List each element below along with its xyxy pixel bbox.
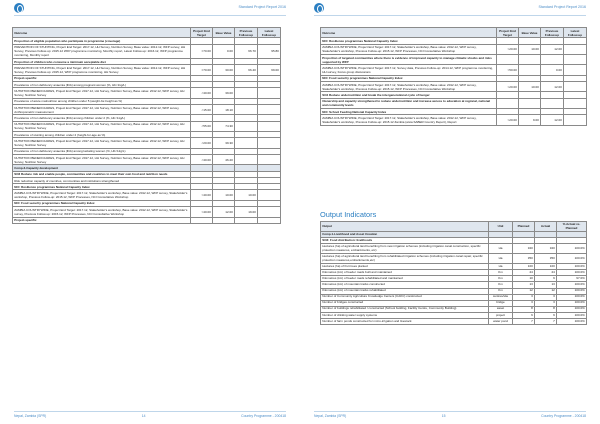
table-cell: Km bbox=[489, 282, 513, 288]
table-cell: 19.00 bbox=[235, 207, 258, 217]
table-cell bbox=[258, 121, 281, 131]
column-header: Outcome bbox=[321, 28, 497, 38]
row-label: Number of Community Agriculture Knowledge Centers (CAKC) constructed bbox=[321, 294, 489, 300]
table-cell bbox=[258, 138, 281, 148]
table-cell: 46.20 bbox=[213, 154, 235, 164]
table-row bbox=[321, 55, 587, 65]
row-label: Prevalence of stunting among children under 2 (height-for-age as %) bbox=[13, 132, 191, 138]
table-cell: 3 bbox=[513, 294, 535, 300]
table-cell bbox=[564, 115, 587, 125]
table-cell: 100.0% bbox=[557, 270, 587, 276]
table-cell bbox=[497, 98, 519, 108]
wfp-logo-icon bbox=[14, 3, 24, 13]
row-label: Project-specific bbox=[13, 217, 191, 223]
row-label: Comp.3-Capacity development bbox=[13, 165, 191, 171]
header-divider bbox=[14, 15, 286, 16]
table-cell: >50.00 bbox=[497, 65, 519, 75]
row-label: SO4 Reduce undernutrition and break the intergenerational cycle of hunger bbox=[321, 92, 497, 98]
column-header: Latest Follow-up bbox=[564, 28, 587, 38]
table-row bbox=[13, 105, 281, 115]
footer-divider bbox=[14, 411, 286, 412]
table-cell: water pond bbox=[489, 319, 513, 325]
table-cell: 8 bbox=[513, 306, 535, 312]
row-label: Number of buildings rehabilitated / constructed (School building, Facility Centre, Community Building) bbox=[321, 306, 489, 312]
row-label: NUTRITION BENEFICIARIES, Project End Target: 2017.12, HH Survey, Nutrition Survey, Base value: 2012.12, WFP survey, HH Survey, Nutrition Survey bbox=[13, 138, 191, 148]
table-cell: 12 bbox=[535, 288, 557, 294]
table-cell: 100.0% bbox=[557, 244, 587, 254]
wfp-logo-icon bbox=[314, 3, 324, 13]
outcome-table bbox=[320, 27, 587, 126]
table-header-row bbox=[13, 28, 281, 38]
row-label: Kilometres (km) of mountain tracks rehabilitated bbox=[321, 288, 489, 294]
table-cell: 24 bbox=[535, 270, 557, 276]
row-label: NUTRITION BENEFICIARIES, Project End Target: 2017.12, HH Survey, Nutrition Survey, Base value: 2012.12, WFP survey, HH Survey, Nutrition Survey bbox=[13, 88, 191, 98]
row-label: Number of bridges constructed bbox=[321, 300, 489, 306]
table-cell bbox=[564, 98, 587, 108]
table-cell: 39.00 bbox=[213, 88, 235, 98]
table-cell: 100.0% bbox=[557, 306, 587, 312]
table-cell: 0.00 bbox=[213, 44, 235, 58]
table-cell: 74.30 bbox=[213, 121, 235, 131]
table-cell bbox=[235, 217, 258, 223]
column-header: Unit bbox=[489, 222, 513, 232]
column-header: Previous Follow-up bbox=[541, 28, 564, 38]
footer-country: Nepal, Zambia (SPR) bbox=[14, 414, 47, 418]
table-cell: <40.00 bbox=[191, 154, 213, 164]
table-cell bbox=[258, 190, 281, 200]
row-label: ZAMBIA COUNTRYWIDE, Project End Target: 2017.12, Stakeholder's workshop, Base value: 2012.12, WFP survey, Stakeholder's survey, Previous Follow-up: 2015.12, WFP Processes, NCI Consultative Workshop bbox=[13, 207, 191, 217]
table-cell: 9.00 bbox=[519, 115, 541, 125]
table-cell: 7 bbox=[535, 319, 557, 325]
table-cell: 18.10 bbox=[213, 105, 235, 115]
outcome-table-left bbox=[12, 27, 280, 224]
table-cell: centres/site bbox=[489, 294, 513, 300]
table-row bbox=[321, 115, 587, 125]
row-label: Kilometres (km) of mountain tracks constructed bbox=[321, 282, 489, 288]
row-label: SO3: Food distribution: livelihoods bbox=[321, 238, 489, 244]
output-indicators-table bbox=[320, 221, 587, 325]
table-cell: 100.0% bbox=[557, 312, 587, 318]
table-cell bbox=[191, 217, 213, 223]
row-label: Prevalence of iron deficiency anaemia (IDA) among lactating women (%, Hb<12g/L) bbox=[13, 148, 191, 154]
table-row bbox=[13, 121, 281, 131]
table-cell: Ha bbox=[489, 254, 513, 264]
row-label: NCI: Food security programmes National Capacity Index bbox=[13, 200, 191, 206]
table-cell: 100.0% bbox=[557, 319, 587, 325]
row-label: Hectares (ha) of agricultural land benefiting from rehabilitated irrigation schemes (including irrigation canal repair, specific protection measures,embankments,etc) bbox=[321, 254, 489, 264]
table-cell: <15.00 bbox=[191, 105, 213, 115]
column-header: Project End Target bbox=[191, 28, 213, 38]
table-cell bbox=[497, 55, 519, 65]
row-label: ZAMBIA COUNTRYWIDE, Project End Target: 2017.12, Stakeholder's workshop, Base value: 2012.12, WFP survey, Stakeholder's workshop, Previous Follow-up: 2015.12, WFP Processes, NCI Consultative Workshop bbox=[13, 190, 191, 200]
table-cell bbox=[519, 98, 541, 108]
table-row bbox=[13, 217, 281, 223]
table-cell: >20.00 bbox=[497, 82, 519, 92]
row-label: Proportion of targeted communities where there is evidence of improved capacity to manage climatic shocks and risks supported by WFP bbox=[321, 55, 497, 65]
table-cell: bridge bbox=[489, 300, 513, 306]
column-header: Latest Follow-up bbox=[258, 28, 281, 38]
table-cell: <40.00 bbox=[191, 88, 213, 98]
table-cell: 0.00 bbox=[541, 65, 564, 75]
row-label: NCI: Food security programmes National Capacity Index bbox=[321, 75, 497, 81]
page-number: 15 bbox=[441, 414, 446, 418]
table-row bbox=[13, 44, 281, 58]
table-cell: 12 bbox=[513, 288, 535, 294]
row-label: Risk reduction capacity of countries, communities and institutions strengthened bbox=[13, 177, 191, 183]
column-header: % Actual vs. Planned bbox=[557, 222, 587, 232]
row-label: NUTRITION BENEFICIARIES, Project End Target: 2017.12, HH Survey, Nutrition Survey, Base value: 2012.12, WFP survey, HH Survey, Nutrition Survey bbox=[13, 154, 191, 164]
table-cell: 3 bbox=[535, 300, 557, 306]
section-title: Output Indicators bbox=[320, 210, 377, 219]
table-row bbox=[321, 244, 587, 254]
table-cell: 10.00 bbox=[519, 44, 541, 54]
table-cell: 100.0% bbox=[557, 282, 587, 288]
table-header-row bbox=[321, 222, 587, 232]
table-cell: Km bbox=[489, 276, 513, 282]
table-cell: 95.80 bbox=[258, 44, 281, 58]
header-title: Standard Project Report 2016 bbox=[538, 5, 586, 9]
table-cell: 97.0% bbox=[557, 276, 587, 282]
page-number: 14 bbox=[141, 414, 146, 418]
column-header: Planned bbox=[513, 222, 535, 232]
row-label: Prevalence of iron deficiency anaemia (IDA) among pregnant women (%, Hb<11g/L) bbox=[13, 82, 191, 88]
table-cell: 9 bbox=[535, 276, 557, 282]
row-label: Number of drinking water supply systems bbox=[321, 312, 489, 318]
table-cell bbox=[258, 105, 281, 115]
table-cell: 350 bbox=[513, 254, 535, 264]
table-cell: Ha bbox=[489, 264, 513, 270]
table-cell bbox=[258, 217, 281, 223]
outcome-table bbox=[12, 27, 281, 224]
footer-divider bbox=[314, 411, 586, 412]
table-cell: 100.0% bbox=[557, 300, 587, 306]
column-header: Base Value bbox=[519, 28, 541, 38]
table-cell bbox=[235, 105, 258, 115]
table-header-row bbox=[321, 28, 587, 38]
table-cell: >40.00 bbox=[191, 207, 213, 217]
table-row bbox=[321, 44, 587, 54]
table-cell: 100 bbox=[535, 264, 557, 270]
table-row bbox=[321, 98, 587, 108]
footer-label: Country Programme - 200418 bbox=[241, 414, 286, 418]
table-cell bbox=[258, 154, 281, 164]
row-label: ZAMBIA COUNTRYWIDE, Project End Target: 2017.12, Stakeholder's workshop, Base value: 2012.12, WFP survey, Stakeholder's workshop, Previous Follow-up: 2015.12, WFP Processes, NCI Consultative Workshop bbox=[321, 44, 497, 54]
table-cell bbox=[258, 207, 281, 217]
table-cell: 13 bbox=[513, 282, 535, 288]
table-cell bbox=[519, 55, 541, 65]
table-cell: 320 bbox=[535, 244, 557, 254]
table-cell bbox=[564, 44, 587, 54]
row-label: PREVENTION OF STUNTING, Project End Target: 2017.12, HH Survey, Nutrition Survey, Base value: 2012.12, WFP survey, HH Survey, Previous Follow-up: 2015.12 WFP programme monitoring, Monthly report, Latest Follow-up: 2016.12, WFP programme monitoring, Monthly report bbox=[13, 44, 191, 58]
table-row bbox=[13, 65, 281, 75]
table-cell: 3 bbox=[513, 300, 535, 306]
table-cell: 100.0% bbox=[557, 254, 587, 264]
table-cell bbox=[235, 154, 258, 164]
table-row bbox=[321, 254, 587, 264]
table-cell: 69.00 bbox=[258, 65, 281, 75]
right-page bbox=[300, 0, 600, 424]
table-cell: project bbox=[489, 312, 513, 318]
header-title: Standard Project Report 2016 bbox=[238, 5, 286, 9]
column-header: Output bbox=[321, 222, 489, 232]
table-cell: 39.30 bbox=[213, 138, 235, 148]
table-cell bbox=[541, 55, 564, 65]
table-cell: =70.00 bbox=[191, 65, 213, 75]
table-cell: 12.00 bbox=[541, 44, 564, 54]
row-label: Proportion of children who consume a minimum acceptable diet bbox=[13, 59, 191, 65]
table-cell bbox=[235, 138, 258, 148]
table-row bbox=[321, 65, 587, 75]
table-cell: 30.00 bbox=[213, 65, 235, 75]
outcome-table-right bbox=[320, 27, 586, 126]
row-label: ZAMBIA COUNTRYWIDE, Project End Target: 2017.12, Survey data, Previous Follow-up: 2014.12, WFP programme monitoring, HH survey, Focus group discussions bbox=[321, 65, 497, 75]
header-divider bbox=[314, 15, 586, 16]
table-row bbox=[13, 88, 281, 98]
row-label: Proportion of eligible population who participate in programme (coverage) bbox=[13, 38, 191, 44]
table-cell bbox=[258, 88, 281, 98]
table-row bbox=[13, 207, 281, 217]
table-cell: 10.00 bbox=[213, 190, 235, 200]
row-label: NUTRITION BENEFICIARIES, Project End Target: 2017.12, HH Survey, Nutrition Survey, Base value: 2012.12, WFP survey, HH Survey, Nutrition Survey bbox=[13, 121, 191, 131]
row-label: NUTRITION BENEFICIARIES, Project End Target: 2017.12, HH Survey, Nutrition Survey, Base value: 2012.12, WFP survey, Anthropometric measurement bbox=[13, 105, 191, 115]
row-label: NCI: Resilience programmes National Capacity Index bbox=[321, 38, 497, 44]
row-label: SO3 Reduce risk and enable people, communities and countries to meet their own food and nutrition needs bbox=[13, 171, 191, 177]
footer bbox=[14, 414, 286, 418]
table-cell: 320 bbox=[513, 244, 535, 254]
row-label: Comp.1-Livelihood and Asset Creation bbox=[321, 232, 489, 238]
table-cell: Ha bbox=[489, 244, 513, 254]
column-header: Project End Target bbox=[497, 28, 519, 38]
column-header: Base Value bbox=[213, 28, 235, 38]
table-cell: 10.00 bbox=[235, 190, 258, 200]
table-cell: 9 bbox=[513, 312, 535, 318]
row-label: Kilometres (km) of feeder roads rehabilitated and maintained bbox=[321, 276, 489, 282]
table-row bbox=[13, 138, 281, 148]
table-cell: >20.00 bbox=[497, 44, 519, 54]
output-table bbox=[320, 221, 586, 325]
table-cell bbox=[564, 65, 587, 75]
row-label: Prevalence of iron deficiency anaemia (IDA) among children under 2 (%, Hb<11g/L) bbox=[13, 115, 191, 121]
table-row bbox=[321, 82, 587, 92]
table-cell: Km bbox=[489, 270, 513, 276]
table-cell: asset bbox=[489, 306, 513, 312]
footer-country: Nepal, Zambia (SPR) bbox=[314, 414, 347, 418]
table-row bbox=[13, 154, 281, 164]
column-header: Actual bbox=[535, 222, 557, 232]
row-label: Hectares (ha) of agricultural land benefiting from new irrigation schemes (including irrigation canal construction, specific protection measures, embankments, etc) bbox=[321, 244, 489, 254]
row-label: NCI: School Feeding National Capacity Index bbox=[321, 109, 497, 115]
table-cell: 12.00 bbox=[213, 207, 235, 217]
table-cell bbox=[235, 88, 258, 98]
table-cell bbox=[213, 217, 235, 223]
table-cell: 100.0% bbox=[557, 264, 587, 270]
table-cell bbox=[564, 82, 587, 92]
table-cell: 7 bbox=[513, 319, 535, 325]
column-header: Outcome bbox=[13, 28, 191, 38]
table-cell: 100.0% bbox=[557, 294, 587, 300]
row-label: Project-specific bbox=[13, 75, 191, 81]
table-cell: >20.00 bbox=[497, 115, 519, 125]
table-cell: 10 bbox=[513, 276, 535, 282]
row-label: Ownership and capacity strengthened to reduce undernutrition and increase access to education at regional, national and community levels bbox=[321, 98, 497, 108]
table-row bbox=[321, 319, 587, 325]
table-cell: <55.00 bbox=[191, 121, 213, 131]
table-row bbox=[13, 190, 281, 200]
footer bbox=[314, 414, 586, 418]
row-label: NCI: Resilience programmes National Capacity Index bbox=[13, 184, 191, 190]
table-cell bbox=[235, 121, 258, 131]
table-cell bbox=[564, 55, 587, 65]
table-cell: 13 bbox=[535, 282, 557, 288]
table-cell: 350 bbox=[535, 254, 557, 264]
table-cell: 24 bbox=[513, 270, 535, 276]
table-cell: 12.00 bbox=[541, 82, 564, 92]
table-cell: >40.00 bbox=[191, 190, 213, 200]
row-label: Kilometres (km) of feeder roads built and maintained bbox=[321, 270, 489, 276]
row-label: ZAMBIA COUNTRYWIDE, Project End Target: 2017.12, Stakeholder's workshop, Base value: 2012.12, WFP survey, Stakeholder's workshop, Previous Follow-up: 2015.12 Zambia (www.SABER Country Report), Report bbox=[321, 115, 497, 125]
column-header: Previous Follow-up bbox=[235, 28, 258, 38]
row-label: ZAMBIA COUNTRYWIDE, Project End Target: 2017.12, Stakeholder's workshop, Base value: 2012.12, WFP survey, Stakeholder's workshop, Previous Follow-up: 2015.12, WFP Processes, NCI Consultative Workshop bbox=[321, 82, 497, 92]
row-label: PREVENTION OF STUNTING, Project End Target: 2017.12, HH Survey, Nutrition Survey, Base value: 2012.12, WFP survey, HH Survey, Previous Follow-up: 2015.12, WFP programme monitoring, HH Survey bbox=[13, 65, 191, 75]
table-cell: =70.00 bbox=[191, 44, 213, 58]
table-cell: 66.40 bbox=[235, 65, 258, 75]
table-cell: <20.00 bbox=[191, 138, 213, 148]
table-cell bbox=[541, 98, 564, 108]
table-cell bbox=[519, 65, 541, 75]
table-cell: 3 bbox=[535, 294, 557, 300]
row-label: Prevalence of acute malnutrition among children under 5 (weight-for-height as %) bbox=[13, 98, 191, 104]
table-cell: 8 bbox=[535, 306, 557, 312]
table-cell: 66.70 bbox=[235, 44, 258, 58]
table-cell: 12.00 bbox=[541, 115, 564, 125]
table-cell: 10.00 bbox=[519, 82, 541, 92]
table-cell: 100.0% bbox=[557, 288, 587, 294]
row-label: Hectares (ha) of fruit trees planted bbox=[321, 264, 489, 270]
row-label: Number of farm ponds constructed for micro-irrigation and livestock bbox=[321, 319, 489, 325]
table-cell: 9 bbox=[535, 312, 557, 318]
footer-label: Country Programme - 200418 bbox=[541, 414, 586, 418]
table-cell: Km bbox=[489, 288, 513, 294]
table-cell: 100 bbox=[513, 264, 535, 270]
